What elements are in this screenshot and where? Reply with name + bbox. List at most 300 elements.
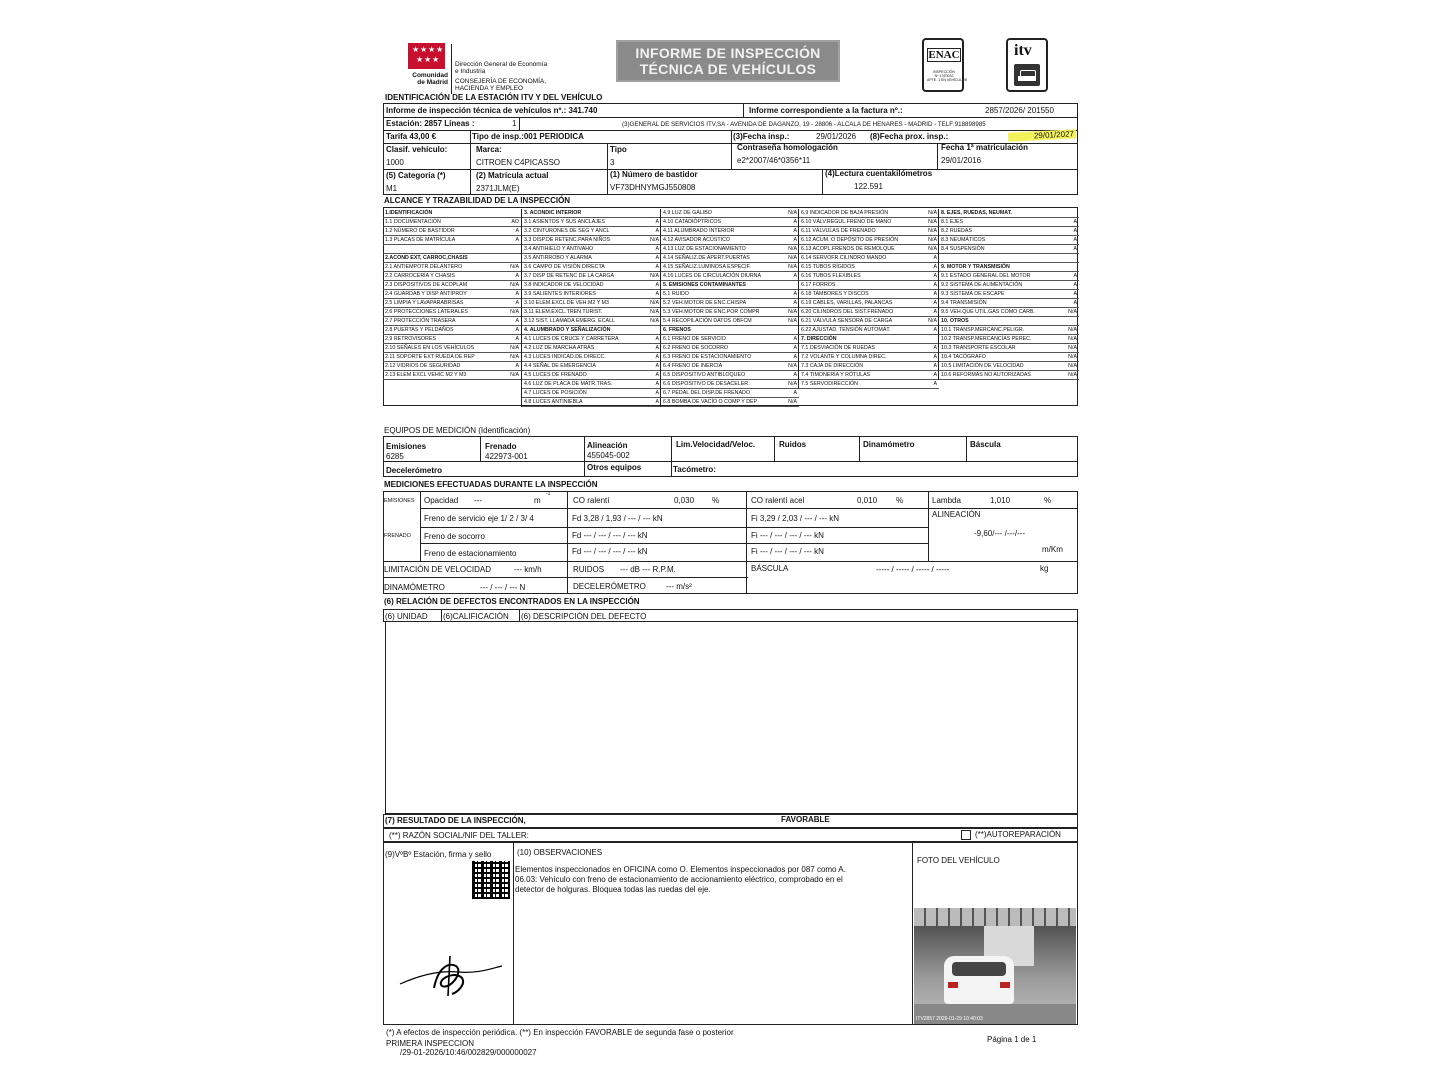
observaciones-line: detector de holguras. Bloquea todas las ruedas del eje. (515, 885, 711, 894)
alcance-item-result: A (655, 291, 659, 297)
alcance-item-result: N/A (928, 237, 937, 243)
col-unidad: (6) UNIDAD (385, 612, 428, 621)
alcance-item-result: A (933, 264, 937, 270)
alcance-item-result: A (933, 345, 937, 351)
estac-label: Freno de estacionamiento (424, 549, 517, 558)
co-unit: % (712, 496, 720, 505)
alcance-item (799, 227, 939, 236)
alcance-item-label: 2.10 SEÑALES EN LOS VEHÍCULOS (385, 345, 475, 351)
footer-line: PRIMERA INSPECCION (386, 1039, 475, 1048)
alcance-item-label: 1.2 NÚMERO DE BASTIDOR (385, 228, 455, 234)
alcance-item-result: A (515, 237, 519, 243)
alcance-item (799, 380, 939, 389)
estac-fi: Fi --- / --- / --- / --- kN (751, 547, 824, 556)
alcance-item-result: A (655, 228, 659, 234)
alcance-item-label: 1.3 PLACAS DE MATRÍCULA (385, 237, 456, 243)
alcance-item-result: N/A (788, 399, 797, 405)
alcance-item (522, 227, 661, 236)
alcance-item-result: A (933, 255, 937, 261)
alcance-item (661, 227, 799, 236)
alcance-item-result: A (1073, 282, 1077, 288)
alcance-item-label: 7.5 SERVODIRECCIÓN (801, 381, 859, 387)
equipo-emisiones: 6285 (386, 452, 404, 461)
alcance-item-result: N/A (928, 210, 937, 216)
title-line: TÉCNICA DE VEHÍCULOS (639, 61, 817, 77)
enac-logo-icon (922, 38, 968, 92)
alcance-item-result: N/A (1068, 354, 1077, 360)
alcance-item-result: N/A (510, 354, 519, 360)
categoria-value: M1 (386, 184, 398, 193)
alcance-item-result: N/A (1068, 363, 1077, 369)
lines-value: 1 (512, 119, 517, 128)
alcance-item-label: 6.8 BOMBA DE VACÍO O COMP Y DEP (663, 399, 758, 405)
alcance-item-label: 6.22 AJUSTAD. TENSIÓN AUTOMÁT. (801, 327, 891, 333)
alcance-item (383, 317, 521, 326)
alcance-item-result: A (515, 327, 519, 333)
flag-icon: ★ ★ ★ ★ ★ ★ ★ (408, 43, 445, 69)
section-title-mediciones: MEDICIONES EFECTUADAS DURANTE LA INSPECCIÓN (384, 480, 598, 489)
alcance-item-label: 4.7 LUCES DE POSICIÓN (524, 390, 587, 396)
alcance-item (522, 362, 661, 371)
alcance-item-label: 4.13 LUZ DE ESTACIONAMIENTO (663, 246, 746, 252)
org-line: CONSEJERÍA DE ECONOMÍA, (455, 78, 547, 85)
alcance-item-label: 6.20 CILINDROS DEL SIST.FRENADO (801, 309, 894, 315)
alcance-item-label: 6.12 ACUM. O DEPÓSITO DE PRESIÓN (801, 237, 899, 243)
equipo-tacometro-label: Tacómetro: (673, 465, 716, 474)
bastidor-value: VF73DHNYMGJ550808 (610, 183, 696, 192)
alcance-item-label: 7.4 TIMONERÍA Y RÓTULAS (801, 372, 871, 378)
alcance-item-label: 6.15 TUBOS RÍGIDOS (801, 264, 855, 270)
tarifa: Tarifa 43,00 € (386, 132, 437, 141)
observaciones-line: 06.03: Vehículo con freno de estacionamiento de accionamiento eléctrico, comprobado en el (515, 875, 843, 884)
alcance-item-label: 4.14 SEÑALIZ.DE APERT.PUERTAS (663, 255, 750, 261)
dinamometro-label: DINAMÓMETRO (384, 583, 445, 592)
alcance-item-label: 5.2 VEH.MOTOR DE ENC.CHISPA (663, 300, 747, 306)
fecha-insp: 29/01/2026 (816, 132, 857, 141)
alineacion-unit: m/Km (1042, 545, 1063, 554)
alcance-item-label: 5.4 RECOPILACIÓN DATOS OBFCM (663, 318, 752, 324)
alcance-item-result: A (933, 327, 937, 333)
bascula-value: ----- / ----- / ----- / ----- (876, 565, 950, 574)
alcance-item-result: N/A (650, 309, 659, 315)
opacidad-unit: m (534, 496, 541, 505)
matricula-value: 2371JLM(E) (476, 184, 520, 193)
vehicle-photo (914, 908, 1076, 1024)
invoice-value: 2857/2026/ 201550 (985, 106, 1054, 115)
alcance-item-label: 1.IDENTIFICACIÓN (385, 210, 433, 216)
alcance-item (383, 281, 521, 290)
alcance-item-label: 6. FRENOS (663, 327, 691, 333)
opacidad-exp: -1 (546, 491, 551, 497)
alcance-item-result: A (1073, 300, 1077, 306)
alcance-item (522, 290, 661, 299)
co-label: CO ralentí (573, 496, 610, 505)
alcance-item-label: 3.1 ASIENTOS Y SUS ANCLAJES (524, 219, 605, 225)
categoria-label: (5) Categoría (*) (386, 171, 446, 180)
equipo-decelerometro-label: Decelerómetro (386, 466, 443, 475)
org-line: HACIENDA Y EMPLEO (455, 85, 524, 92)
alcance-item-result: N/A (788, 381, 797, 387)
alcance-item (939, 218, 1079, 227)
alcance-item-label: 7.3 CAJA DE DIRECCIÓN (801, 363, 864, 369)
alcance-item-label: 6.21 VÁLVULA SENSORA DE CARGA (801, 318, 893, 324)
socorro-fd: Fd --- / --- / --- / --- kN (572, 531, 648, 540)
alcance-item-result: A (655, 381, 659, 387)
alcance-item (522, 254, 661, 263)
alcance-item-label: 2.2 CARROCERÍA Y CHASIS (385, 273, 455, 279)
alcance-item-result: A (793, 237, 797, 243)
alcance-item (799, 317, 939, 326)
alcance-item-result: A (655, 390, 659, 396)
alcance-item (661, 218, 799, 227)
alcance-item-result: A (1073, 291, 1077, 297)
equipo-limvel-label: Lim.Velocidad/Veloc. (676, 440, 756, 449)
equipo-alineacion: 455045-002 (587, 451, 630, 460)
dinamometro-value: --- / --- / --- N (480, 583, 526, 592)
alcance-item (799, 290, 939, 299)
alcance-item (383, 362, 521, 371)
contrasena-label: Contraseña homologación (737, 143, 838, 152)
alcance-item-label: 10.6 REFORMAS NO AUTORIZADAS (941, 372, 1031, 378)
alcance-item-label: 4. ALUMBRADO Y SEÑALIZACIÓN (524, 327, 611, 333)
qr-code-icon (472, 861, 510, 899)
alcance-item-label: 2.ACOND EXT, CARROC,CHASIS (385, 255, 468, 261)
photo-caption: ITV2857 2026-01-29 10:40:03 (916, 1016, 983, 1022)
alcance-item-result: A (793, 390, 797, 396)
alcance-item (522, 218, 661, 227)
alcance-item-label: 3.12 SIST. LLAMADA EMERG. ECALL (524, 318, 615, 324)
alcance-item-label: 10.4 TACÓGRAFO (941, 354, 986, 360)
invoice-label: Informe correspondiente a la factura nº.: (749, 106, 903, 115)
contrasena-value: e2*2007/46*0356*11 (737, 156, 811, 165)
alcance-item (383, 344, 521, 353)
alcance-item-label: 3.7 DISP DE RETENC DE LA CARGA (524, 273, 614, 279)
alcance-item-label: 3.6 CAMPO DE VISIÓN DIRECTA (524, 264, 605, 270)
alcance-item-label: 6.6 DISPOSITIVO DE DESACELER. (663, 381, 750, 387)
alcance-item (799, 308, 939, 317)
alcance-item-label: 2.12 VIDRIOS DE SEGURIDAD (385, 363, 461, 369)
alcance-item (799, 218, 939, 227)
alcance-item-label: 7.2 VOLANTE Y COLUMNA DIREC. (801, 354, 887, 360)
alcance-group-header (383, 209, 521, 218)
alcance-item-label: 2.8 PUERTAS Y PELDAÑOS (385, 327, 454, 333)
alcance-item-result: A (793, 336, 797, 342)
alcance-item-label: 3. ACONDIC INTERIOR (524, 210, 582, 216)
signature-icon (398, 948, 504, 998)
alcance-item (799, 344, 939, 353)
alcance-item (661, 362, 799, 371)
alcance-item (661, 380, 799, 389)
alcance-item (661, 317, 799, 326)
alcance-item-label: 3.11 ELEM.EXCL.TREN TURIST. (524, 309, 603, 315)
alcance-item-result: N/A (510, 282, 519, 288)
station-label: Estación: 2857 Líneas : (386, 119, 475, 128)
coacel-unit: % (896, 496, 904, 505)
alcance-item (939, 326, 1079, 335)
alcance-item-result: A (655, 345, 659, 351)
alcance-item (383, 353, 521, 362)
alcance-item (939, 353, 1079, 362)
alcance-item (661, 389, 799, 398)
alcance-item-label: 6.9 INDICADOR DE BAJA PRESIÓN (801, 210, 889, 216)
alcance-item-result: N/A (650, 300, 659, 306)
alcance-group-header (939, 317, 1079, 326)
alcance-item-result: A (933, 282, 937, 288)
alcance-item (799, 353, 939, 362)
section-title-station: IDENTIFICACIÓN DE LA ESTACIÓN ITV Y DEL VEHÍCULO (385, 93, 603, 102)
alcance-item-result: A (515, 273, 519, 279)
alcance-item-result: A (933, 381, 937, 387)
alcance-column (521, 209, 661, 407)
alcance-item (939, 299, 1079, 308)
alcance-item-result: A (793, 219, 797, 225)
observaciones-line: Elementos inspeccionados en OFICINA como O. Elementos inspeccionados por 087 como A. (515, 865, 846, 874)
alcance-item-label: 4.8 LUCES ANTINIEBLA (524, 399, 583, 405)
alcance-item (522, 272, 661, 281)
alcance-item (939, 272, 1079, 281)
alcance-group-header (939, 209, 1079, 218)
socorro-fi: Fi --- / --- / --- / --- kN (751, 531, 824, 540)
title-line: INFORME DE INSPECCIÓN (635, 45, 821, 61)
alcance-item-result: N/A (788, 264, 797, 270)
alcance-item-result: N/A (1068, 309, 1077, 315)
alcance-item-label: 2.4 GUARDAB Y DISP ANTIPROY (385, 291, 467, 297)
alcance-item-label: 3.4 ANTIHIELO Y ANTIVAHO (524, 246, 594, 252)
alcance-item (799, 299, 939, 308)
alcance-item-label: 6.10 VÁLV.REGUL.FRENO DE MANO (801, 219, 892, 225)
alcance-item-result: N/A (650, 237, 659, 243)
alcance-item-label: 4.2 LUZ DE MARCHA ATRÁS (524, 345, 595, 351)
alcance-item-result: A (1073, 228, 1077, 234)
alcance-item (799, 236, 939, 245)
alcance-item-label: 3.5 ANTIRROBO Y ALARMA (524, 255, 592, 261)
operator-info: (3)GENERAL DE SERVICIOS ITV,SA - AVENIDA DE DAGANZO, 19 - 28806 - ALCALA DE HENARES - MADRID - TELF:918898985 (622, 121, 986, 128)
km-value: 122.591 (854, 182, 883, 191)
alcance-item-result: N/A (510, 264, 519, 270)
fecha-prox-label: (8)Fecha prox. insp.: (870, 132, 949, 141)
itv-logo-icon (1006, 38, 1048, 92)
alcance-item-label: 4.10 CATADIÓPTRICOS (663, 219, 722, 225)
alcance-item (383, 227, 521, 236)
alcance-item-label: 3.2 CINTURONES DE SEG Y ANCL (524, 228, 610, 234)
section-title-alcance: ALCANCE Y TRAZABILIDAD DE LA INSPECCIÓN (384, 196, 571, 205)
alcance-item-result: N/A (928, 219, 937, 225)
alcance-item (522, 236, 661, 245)
alcance-item (522, 245, 661, 254)
alcance-item-label: 5.3 VEH.MOTOR DE ENC.POR COMPR (663, 309, 760, 315)
alcance-column (660, 209, 799, 407)
tipo-inspeccion: Tipo de insp.:001 PERIODICA (472, 132, 584, 141)
autoreparacion-checkbox[interactable] (961, 830, 971, 840)
bascula-unit: kg (1040, 564, 1049, 573)
alcance-item-label: 4.1 LUCES DE CRUCE Y CARRETERA (524, 336, 619, 342)
alcance-item (661, 371, 799, 380)
alcance-item-result: N/A (650, 273, 659, 279)
alcance-item-label: 2.7 PROTECCIÓN TRASERA (385, 318, 456, 324)
alcance-item-label: 6.11 VÁLVULAS DE FRENADO (801, 228, 876, 234)
alcance-item (661, 344, 799, 353)
alcance-item-result: A (655, 255, 659, 261)
alcance-item (383, 335, 521, 344)
clasif-value: 1000 (386, 158, 404, 167)
marca-value: CITROEN C4PICASSO (476, 158, 561, 167)
alcance-item-result: A (655, 399, 659, 405)
tipo-label: Tipo (610, 145, 627, 154)
fecha-prox: 29/01/2027 (1008, 129, 1076, 142)
alcance-item-result: A (515, 300, 519, 306)
alcance-column (938, 209, 1079, 380)
alcance-item (522, 398, 661, 407)
decelerometro-label: DECELERÓMETRO (573, 582, 646, 591)
alcance-item-label: 2.1 ANTIEMPOTR.DELANTERO (385, 264, 463, 270)
alcance-item-result: A (655, 336, 659, 342)
ruidos-value: --- dB --- R.P.M. (620, 565, 676, 574)
alcance-item (939, 290, 1079, 299)
footer-line: /29-01-2026/10:46/002829/000000027 (400, 1048, 537, 1057)
alcance-item (939, 335, 1079, 344)
alcance-item (939, 371, 1079, 380)
alcance-item (522, 344, 661, 353)
alcance-item (661, 236, 799, 245)
alcance-item-result: A (933, 309, 937, 315)
alcance-group-header (799, 335, 939, 344)
alcance-item (661, 335, 799, 344)
alcance-item (522, 371, 661, 380)
alcance-item-label: 5. EMISIONES CONTAMINANTES (663, 282, 746, 288)
equipo-ruidos-label: Ruidos (779, 440, 807, 449)
alcance-item-label: 4.9 LUZ DE GÁLIBO (663, 210, 712, 216)
alcance-item-label: 9.1 ESTADO GENERAL DEL MOTOR (941, 273, 1031, 279)
fecha-matr-label: Fecha 1ª matriculación (941, 143, 1028, 152)
alcance-item-label: 9.5 VEH.QUE UTIL.GAS COMO CARB. (941, 309, 1035, 315)
frenado-tag: FRENADO (384, 533, 411, 539)
alcance-item-label: 2.5 LIMPIA Y LAVAPARABRISAS (385, 300, 464, 306)
alcance-item-result: A (515, 336, 519, 342)
alcance-item (383, 218, 521, 227)
alcance-item-label: 6.3 FRENO DE ESTACIONAMIENTO (663, 354, 752, 360)
report-number: Informe de inspección técnica de vehículos nº.: 341.740 (386, 106, 598, 115)
alcance-item-result: A (1073, 237, 1077, 243)
alcance-group-header (661, 326, 799, 335)
alcance-item-label: 4.16 LUCES DE CIRCULACIÓN DIURNA (663, 273, 762, 279)
alcance-group-header (661, 281, 799, 290)
alcance-item (661, 263, 799, 272)
alcance-item-label: 4.4 SEÑAL DE EMERGENCIA (524, 363, 596, 369)
alcance-item (939, 254, 1079, 263)
autoreparacion-label: (**)AUTOREPARACIÓN (975, 830, 1061, 839)
servicio-fi: Fi 3,29 / 2,03 / --- / --- kN (751, 514, 840, 523)
alcance-item-result: N/A (510, 309, 519, 315)
alcance-item-label: 10.5 LIMITACIÓN DE VELOCIDAD (941, 363, 1024, 369)
alcance-item-result: A (655, 363, 659, 369)
alcance-item-label: 4.15 SEÑALIZ.LUMINOSA ESPECIF. (663, 264, 751, 270)
alcance-item-label: 6.5 DISPOSITIVO ANTIBLOQUEO (663, 372, 746, 378)
alcance-item (799, 281, 939, 290)
alcance-item-label: 6.18 TAMBORES Y DISCOS (801, 291, 869, 297)
alcance-item-result: A (793, 345, 797, 351)
enac-label: ENAC (928, 49, 960, 61)
clasif-label: Clasif. vehículo: (386, 145, 448, 154)
alcance-item-result: N/A (928, 246, 937, 252)
alcance-item-result: A (515, 318, 519, 324)
alcance-item-result: A (655, 354, 659, 360)
enac-sub: INSPECCIÓN Nº 17/EI032 APTE. 1 EN VEHÍCULOS (927, 70, 968, 82)
opacidad-label: Opacidad (424, 496, 459, 505)
alcance-item (661, 290, 799, 299)
alcance-item (799, 209, 939, 218)
alcance-item-result: N/A (928, 318, 937, 324)
alcance-item-label: 4.11 ALUMBRADO INTERIOR (663, 228, 735, 234)
coacel-label: CO ralentí acel (751, 496, 805, 505)
alcance-item (939, 245, 1079, 254)
alcance-item (383, 299, 521, 308)
limvel-value: --- km/h (514, 565, 542, 574)
alcance-item-label: 6.16 TUBOS FLEXIBLES (801, 273, 861, 279)
razon-label: (**) RAZÓN SOCIAL/NIF DEL TALLER: (389, 831, 529, 840)
fecha-matr-value: 29/01/2016 (941, 156, 982, 165)
alcance-item-label: 3.3 DISP.DE RETENC.PARA NIÑOS (524, 237, 611, 243)
alcance-item (799, 362, 939, 371)
alineacion-label: ALINEACIÓN (932, 510, 981, 519)
limvel-label: LIMITACIÓN DE VELOCIDAD (384, 565, 491, 574)
alcance-item (383, 308, 521, 317)
alcance-item (799, 371, 939, 380)
alcance-item-result: A (793, 372, 797, 378)
car-icon (1014, 64, 1040, 86)
alcance-item-label: 3.8 INDICADOR DE VELOCIDAD (524, 282, 604, 288)
alcance-item (661, 398, 799, 407)
alcance-item-label: 6.1 FRENO DE SERVICIO (663, 336, 726, 342)
alcance-item-result: A (655, 264, 659, 270)
alcance-item-label: 3.10 ELEM.EXCL DE VEH.M2 Y M3 (524, 300, 609, 306)
tipo-value: 3 (610, 158, 615, 167)
equipo-bascula-label: Báscula (970, 440, 1001, 449)
org-line: Dirección General de Economía (455, 61, 548, 68)
alcance-item-label: 10.1 TRANSP.MERCANC.PELIGR. (941, 327, 1025, 333)
alcance-item (939, 236, 1079, 245)
equipo-dinamometro-label: Dinamómetro (863, 440, 915, 449)
alcance-item-result: A (933, 363, 937, 369)
alcance-item (799, 272, 939, 281)
alcance-item-label: 2.6 PROTECCIONES LATERALES (385, 309, 468, 315)
alcance-item (383, 236, 521, 245)
page-indicator: Página 1 de 1 (987, 1035, 1037, 1044)
alcance-item (661, 353, 799, 362)
alcance-item (383, 290, 521, 299)
col-calificacion: (6)CALIFICACIÓN (443, 612, 509, 621)
alcance-item-label: 8.1 EJES (941, 219, 964, 225)
equipo-frenado: 422973-001 (485, 452, 528, 461)
coacel-value: 0,010 (857, 496, 878, 505)
alcance-item-result: A (515, 363, 519, 369)
alcance-item-result: A (793, 228, 797, 234)
alineacion-value: -9,60/--- /---/--- (974, 529, 1026, 538)
org-line: e Industria (455, 68, 486, 75)
alcance-item-result: N/A (788, 255, 797, 261)
emisiones-tag: EMISIONES (384, 498, 415, 504)
alcance-item-label: 6.2 FRENO DE SOCORRO (663, 345, 729, 351)
alcance-item-label: 6.13 ACOPL.FRENOS DE REMOLQUE (801, 246, 895, 252)
alcance-item-result: N/A (1068, 327, 1077, 333)
alcance-item-label: 7. DIRECCIÓN (801, 336, 837, 342)
alcance-item (939, 344, 1079, 353)
alcance-item (522, 380, 661, 389)
alcance-item-label: 8.4 SUSPENSIÓN (941, 246, 985, 252)
alcance-item-result: A (1073, 246, 1077, 252)
alcance-item-label: 10.2 TRANSP.MERCANCÍAS PEREC. (941, 336, 1032, 342)
alcance-item-result: A (515, 291, 519, 297)
alcance-item-label: 6.14 SERVOFR.CILINDRO MANDO (801, 255, 887, 261)
